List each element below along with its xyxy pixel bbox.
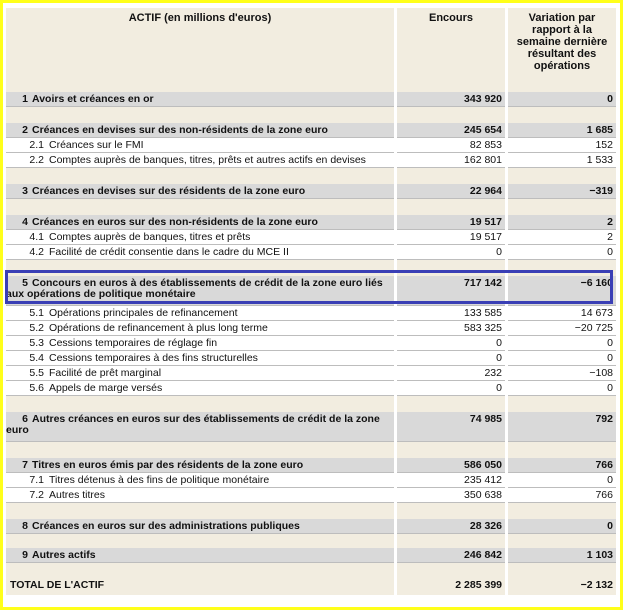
encours-value: 583 325 [397, 321, 505, 336]
encours-value: 586 050 [397, 458, 505, 473]
table-row [6, 351, 617, 366]
variation-value: 0 [508, 92, 616, 107]
row-label-cell [6, 336, 394, 351]
spacer [6, 396, 394, 412]
row-label-cell [6, 366, 394, 381]
spacer [397, 199, 505, 215]
spacer [6, 503, 394, 519]
table-row [6, 336, 617, 351]
table-row [6, 488, 617, 503]
table-row [6, 366, 617, 381]
spacer [397, 563, 505, 578]
row-label-cell [6, 215, 394, 230]
spacer [397, 503, 505, 519]
encours-value: 0 [397, 245, 505, 260]
variation-value: −6 160 [508, 276, 616, 306]
encours-value: 19 517 [397, 230, 505, 245]
row-number: 7 [22, 459, 28, 471]
row-label-cell [6, 230, 394, 245]
variation-value: 1 533 [508, 153, 616, 168]
row-label-cell [6, 412, 394, 442]
encours-value: 717 142 [397, 276, 505, 306]
row-label-cell [6, 381, 394, 396]
spacer [508, 107, 616, 123]
encours-value: 232 [397, 366, 505, 381]
table-row [6, 184, 617, 199]
row-number: 7.1 [29, 474, 44, 486]
spacer [508, 563, 616, 578]
header-label: ACTIF (en millions d'euros) [6, 8, 394, 76]
variation-value: −20 725 [508, 321, 616, 336]
row-label-cell [6, 92, 394, 107]
row-label-cell [6, 519, 394, 534]
table-row [6, 138, 617, 153]
row-label: Autres créances en euros sur des établissements de crédit de la zone euro [6, 413, 380, 436]
row-label-cell [6, 245, 394, 260]
row-label: TOTAL DE L'ACTIF [10, 579, 105, 591]
spacer [6, 107, 394, 123]
row-label-cell [6, 184, 394, 199]
spacer [397, 442, 505, 458]
table-row [6, 215, 617, 230]
row-label: Facilité de prêt marginal [49, 367, 162, 379]
row-label: Cessions temporaires à des fins structurelles [49, 352, 258, 364]
row-label: Autres actifs [32, 549, 96, 561]
variation-value: 1 103 [508, 548, 616, 563]
spacer [508, 199, 616, 215]
row-number: 5.2 [29, 322, 44, 334]
table-row [6, 321, 617, 336]
row-label: Opérations de refinancement à plus long terme [49, 322, 268, 334]
variation-value: 792 [508, 412, 616, 442]
row-label: Avoirs et créances en or [32, 93, 154, 105]
table-row [6, 153, 617, 168]
table-row [6, 245, 617, 260]
row-label: Comptes auprès de banques, titres et prêts [49, 231, 251, 243]
row-number: 5.1 [29, 307, 44, 319]
row-label: Titres détenus à des fins de politique monétaire [49, 474, 270, 486]
row-number: 2.1 [29, 139, 44, 151]
spacer [508, 503, 616, 519]
table-row [6, 458, 617, 473]
row-label: Créances en devises sur des résidents de la zone euro [32, 185, 306, 197]
table-row [6, 519, 617, 534]
encours-value: 19 517 [397, 215, 505, 230]
encours-value: 343 920 [397, 92, 505, 107]
encours-value: 82 853 [397, 138, 505, 153]
row-label: Comptes auprès de banques, titres, prêts et autres actifs en devises [49, 154, 366, 166]
spacer [397, 168, 505, 184]
spacer [397, 76, 505, 92]
row-label: Créances sur le FMI [49, 139, 144, 151]
variation-value: 1 685 [508, 123, 616, 138]
row-label: Concours en euros à des établissements de crédit de la zone euro liés aux opérations de politique monétaire [6, 277, 383, 300]
variation-value: 2 [508, 215, 616, 230]
spacer [508, 168, 616, 184]
row-number: 7.2 [29, 489, 44, 501]
total-row [6, 578, 617, 595]
spacer [6, 168, 394, 184]
encours-value: 0 [397, 381, 505, 396]
row-label-cell [6, 351, 394, 366]
row-label-cell [6, 488, 394, 503]
encours-value: 22 964 [397, 184, 505, 199]
encours-value: 2 285 399 [397, 578, 505, 595]
spacer [6, 199, 394, 215]
encours-value: 0 [397, 336, 505, 351]
row-label: Autres titres [49, 489, 106, 501]
table-row [6, 548, 617, 563]
variation-value: 0 [508, 381, 616, 396]
row-number: 5.3 [29, 337, 44, 349]
encours-value: 162 801 [397, 153, 505, 168]
table-row [6, 306, 617, 321]
row-label-cell [6, 548, 394, 563]
table-row [6, 123, 617, 138]
spacer [508, 76, 616, 92]
variation-value: 766 [508, 458, 616, 473]
spacer [397, 534, 505, 548]
spacer [397, 396, 505, 412]
encours-value: 28 326 [397, 519, 505, 534]
row-label: Créances en euros sur des non-résidents de la zone euro [32, 216, 318, 228]
encours-value: 133 585 [397, 306, 505, 321]
row-label-cell [6, 153, 394, 168]
variation-value: 0 [508, 245, 616, 260]
variation-value: −2 132 [508, 578, 616, 595]
encours-value: 0 [397, 351, 505, 366]
row-number: 5.6 [29, 382, 44, 394]
row-label: Opérations principales de refinancement [49, 307, 238, 319]
encours-value: 350 638 [397, 488, 505, 503]
encours-value: 246 842 [397, 548, 505, 563]
encours-value: 235 412 [397, 473, 505, 488]
variation-value: 2 [508, 230, 616, 245]
variation-value: 152 [508, 138, 616, 153]
row-number: 2.2 [29, 154, 44, 166]
row-label-cell [6, 123, 394, 138]
spacer [508, 396, 616, 412]
row-number: 5.5 [29, 367, 44, 379]
variation-value: −108 [508, 366, 616, 381]
row-label: Titres en euros émis par des résidents de la zone euro [32, 459, 304, 471]
variation-value: −319 [508, 184, 616, 199]
row-number: 3 [22, 185, 28, 197]
row-number: 9 [22, 549, 28, 561]
row-number: 4 [22, 216, 28, 228]
row-label-cell [6, 473, 394, 488]
table-row [6, 412, 617, 442]
row-label: Facilité de crédit consentie dans le cadre du MCE II [49, 246, 289, 258]
spacer [6, 76, 394, 92]
row-label: Créances en devises sur des non-résidents de la zone euro [32, 124, 328, 136]
variation-value: 0 [508, 336, 616, 351]
table-row [6, 381, 617, 396]
table-row [6, 92, 617, 107]
variation-value: 0 [508, 351, 616, 366]
highlight-box [5, 270, 613, 304]
header-variation: Variation par rapport à la semaine dernière résultant des opérations [508, 8, 616, 76]
table-row [6, 230, 617, 245]
variation-value: 766 [508, 488, 616, 503]
row-label-cell [6, 458, 394, 473]
spacer [6, 563, 394, 578]
row-number: 5.4 [29, 352, 44, 364]
row-number: 8 [22, 520, 28, 532]
row-number: 6 [22, 413, 28, 425]
row-label: Créances en euros sur des administrations publiques [32, 520, 300, 532]
row-label-cell [6, 306, 394, 321]
row-number: 1 [22, 93, 28, 105]
row-label-cell [6, 578, 394, 595]
spacer [508, 442, 616, 458]
encours-value: 245 654 [397, 123, 505, 138]
encours-value: 74 985 [397, 412, 505, 442]
row-number: 4.2 [29, 246, 44, 258]
header-encours: Encours [397, 8, 505, 76]
spacer [6, 534, 394, 548]
variation-value: 14 673 [508, 306, 616, 321]
variation-value: 0 [508, 519, 616, 534]
row-number: 4.1 [29, 231, 44, 243]
variation-value: 0 [508, 473, 616, 488]
row-number: 2 [22, 124, 28, 136]
row-label-cell [6, 138, 394, 153]
table-row [6, 473, 617, 488]
spacer [508, 534, 616, 548]
row-number: 5 [22, 277, 28, 289]
row-label: Cessions temporaires de réglage fin [49, 337, 218, 349]
spacer [397, 107, 505, 123]
spacer [6, 442, 394, 458]
row-label: Appels de marge versés [49, 382, 163, 394]
row-label-cell [6, 321, 394, 336]
